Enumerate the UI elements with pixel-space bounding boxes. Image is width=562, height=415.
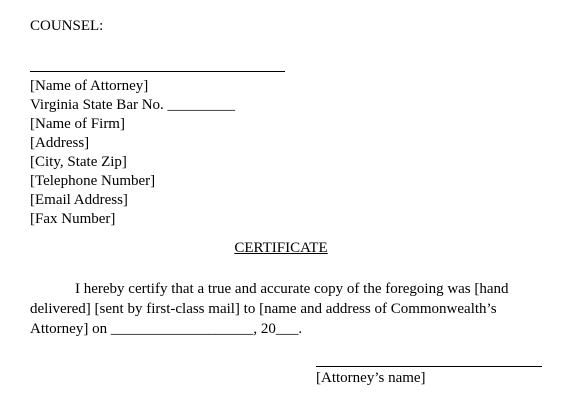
- certificate-signature-line: [316, 366, 542, 367]
- attorney-signature-line: [30, 71, 285, 72]
- attorney-info-block: [30, 77, 235, 229]
- telephone-placeholder: [Telephone Number]: [30, 173, 156, 189]
- certificate-heading-wrap: [0, 241, 562, 256]
- fax-placeholder: [Fax Number]: [30, 211, 116, 227]
- certificate-body: [30, 279, 544, 339]
- counsel-label: COUNSEL:: [30, 18, 104, 34]
- certificate-text-line: delivered] [sent by first-class mail] to [name and address of Commonwealth’s: [30, 301, 497, 317]
- certificate-heading: CERTIFICATE: [234, 240, 328, 256]
- firm-name-placeholder: [Name of Firm]: [30, 116, 125, 132]
- certificate-text-line: I hereby certify that a true and accurate copy of the foregoing was [hand: [75, 281, 509, 297]
- certificate-text-line: Attorney] on ___________________, 20___.: [30, 321, 303, 337]
- attorney-name-placeholder: [Name of Attorney]: [30, 78, 149, 94]
- email-placeholder: [Email Address]: [30, 192, 128, 208]
- address-placeholder: [Address]: [30, 135, 90, 151]
- attorney-name-signature: [Attorney’s name]: [316, 370, 426, 386]
- state-bar-number: Virginia State Bar No. _________: [30, 97, 236, 113]
- city-state-zip-placeholder: [City, State Zip]: [30, 154, 127, 170]
